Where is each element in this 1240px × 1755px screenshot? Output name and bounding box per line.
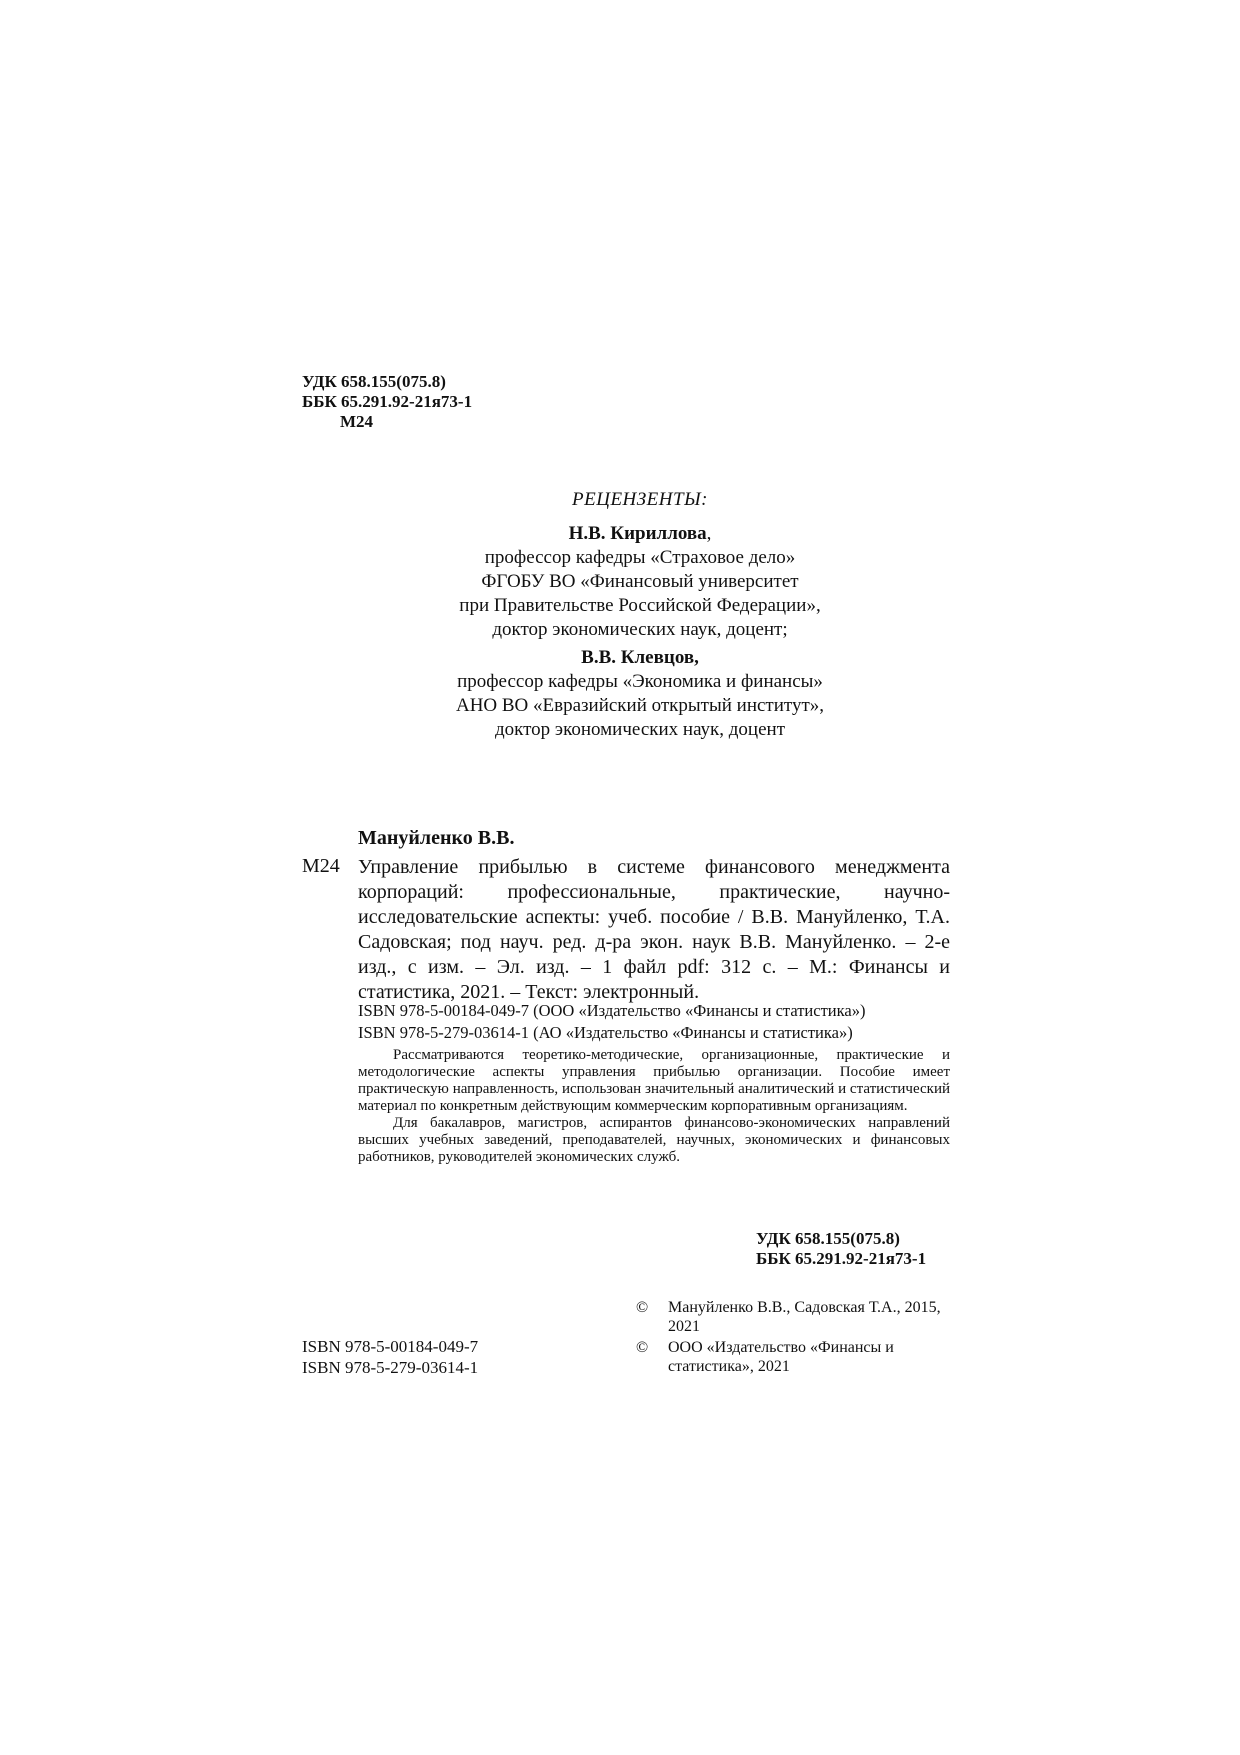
catalog-code: М24 xyxy=(302,855,340,877)
reviewer-name-suffix: , xyxy=(706,523,712,544)
isbn-list xyxy=(302,1336,478,1378)
catalog-description: Управление прибылью в системе финансового менеджмента корпораций: профессиональные, практические, научно-исследовательские аспекты: учеб. пособие / В.В. Мануйленко, Т.А. Садовская; под науч. ред. д-ра экон. наук В.В. Мануйленко. – 2-е изд., с изм. – Эл. изд. – 1 файл pdf: 312 с. – М.: Финансы и статистика, 2021. – Текст: электронный. xyxy=(358,856,950,1003)
copyright-text: Мануйленко В.В., Садовская Т.А., 2015, 2021 xyxy=(668,1299,941,1335)
udk-code: УДК 658.155(075.8) xyxy=(756,1229,900,1248)
catalog-isbn-1: ISBN 978-5-00184-049-7 (ООО «Издательство «Финансы и статистика») xyxy=(358,1001,866,1020)
reviewer-detail: ФГОБУ ВО «Финансовый университет xyxy=(481,571,799,592)
reviewer-name: В.В. Клевцов, xyxy=(581,647,699,668)
copyright-symbol: © xyxy=(636,1339,649,1356)
annotation-paragraph-1: Рассматриваются теоретико-методические, организационные, практические и методологические аспекты управления прибылью организации. Пособие имеет практическую направленность, использован значительный аналитический и статистический материал по конкретным действующим коммерческим корпоративным организациям. xyxy=(358,1047,950,1114)
reviewers-block xyxy=(370,488,910,742)
bottom-classification-codes xyxy=(756,1229,926,1269)
copyright-entry xyxy=(636,1298,966,1336)
reviewer-name: Н.В. Кириллова xyxy=(568,523,707,544)
reviewer-detail: доктор экономических наук, доцент xyxy=(494,719,786,740)
copyright-entry xyxy=(636,1338,966,1376)
reviewer-detail: АНО ВО «Евразийский открытый институт», xyxy=(455,695,825,716)
catalog-author: Мануйленко В.В. xyxy=(358,827,515,849)
reviewer-detail: при Правительстве Российской Федерации», xyxy=(459,595,821,616)
bbk-code: ББК 65.291.92-21я73-1 xyxy=(302,392,473,411)
udk-code: УДК 658.155(075.8) xyxy=(302,372,446,391)
copyright-block xyxy=(636,1298,966,1378)
reviewer-detail: профессор кафедры «Страховое дело» xyxy=(484,547,796,568)
catalog-isbn-2: ISBN 978-5-279-03614-1 (АО «Издательство «Финансы и статистика») xyxy=(358,1023,853,1042)
reviewer-detail: доктор экономических наук, доцент; xyxy=(492,619,788,640)
top-classification-codes xyxy=(302,372,472,432)
reviewer-2 xyxy=(370,646,910,742)
reviewer-detail: профессор кафедры «Экономика и финансы» xyxy=(457,671,823,692)
reviewer-1 xyxy=(370,522,910,642)
isbn-1: ISBN 978-5-00184-049-7 xyxy=(302,1337,479,1356)
annotation-paragraph-2: Для бакалавров, магистров, аспирантов финансово-экономических направлений высших учебных заведений, преподавателей, научных, экономических и финансовых работников, руководителей экономических служб. xyxy=(358,1115,950,1165)
reviewers-heading: РЕЦЕНЗЕНТЫ: xyxy=(572,489,708,510)
author-mark: М24 xyxy=(340,412,374,431)
isbn-2: ISBN 978-5-279-03614-1 xyxy=(302,1358,479,1377)
copyright-text: ООО «Издательство «Финансы и статистика», 2021 xyxy=(668,1339,894,1375)
annotation xyxy=(358,1047,950,1166)
bbk-code: ББК 65.291.92-21я73-1 xyxy=(756,1249,927,1268)
copyright-symbol: © xyxy=(636,1299,649,1316)
